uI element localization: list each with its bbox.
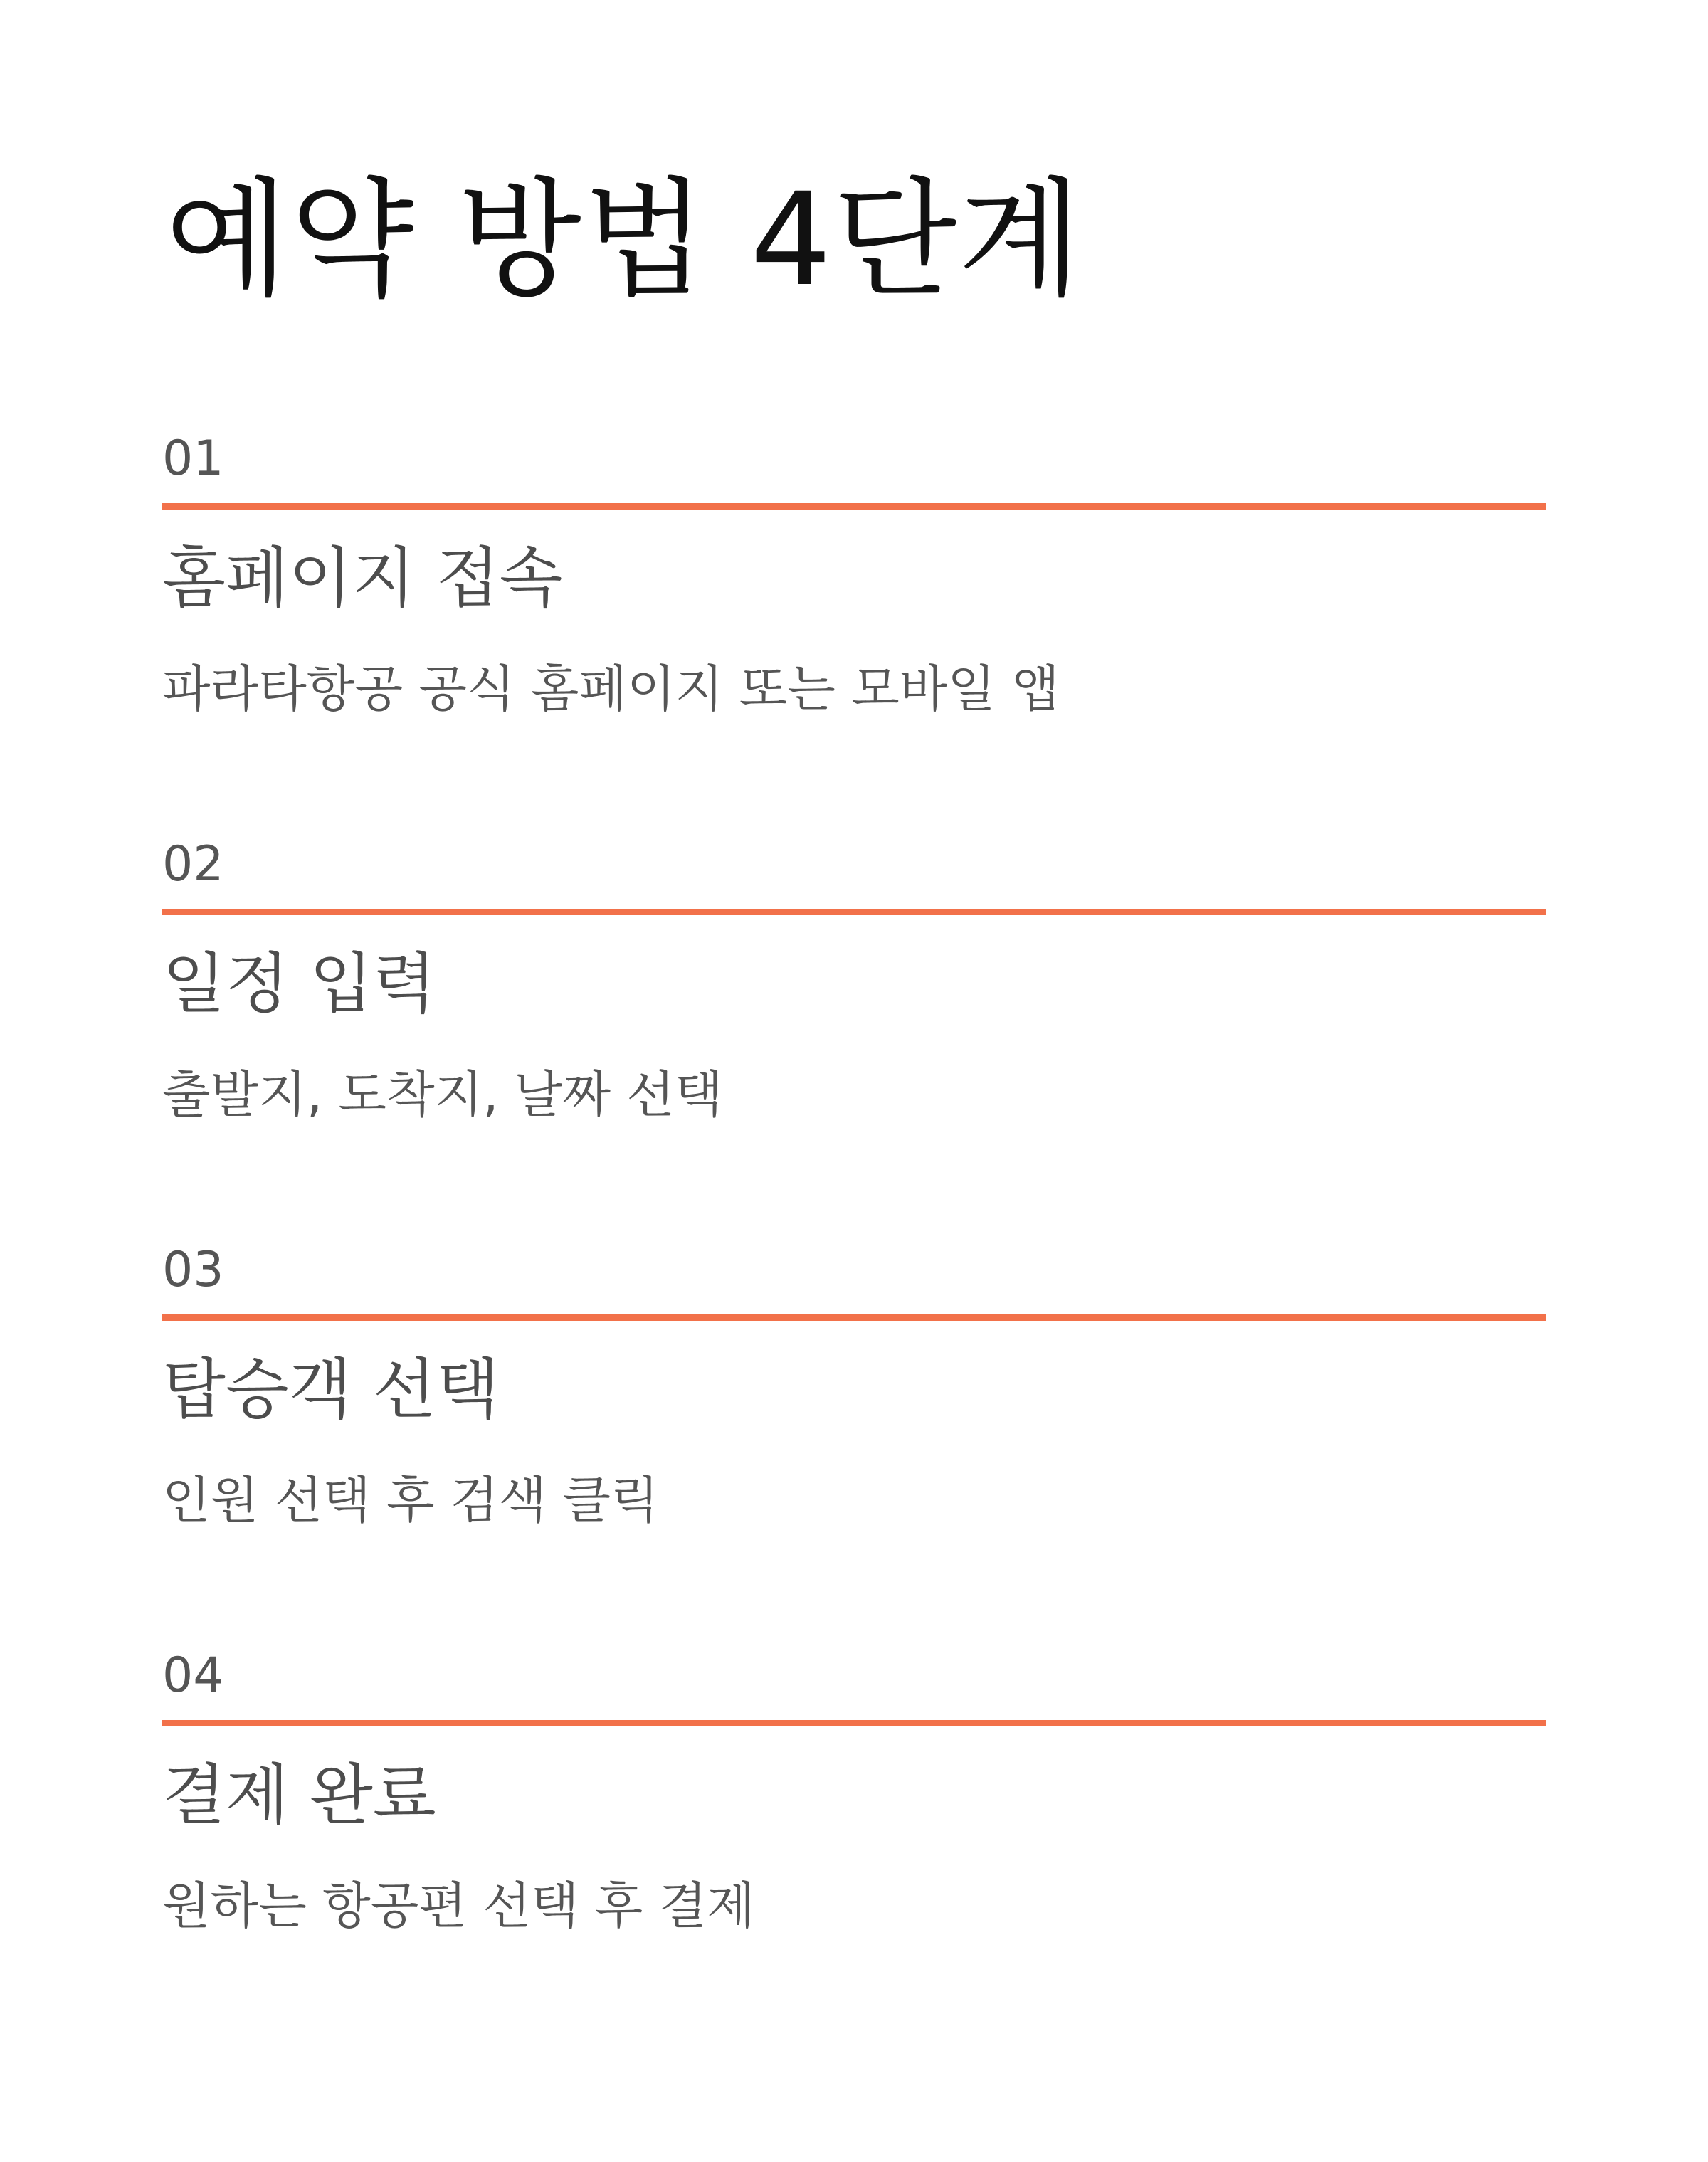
step-divider — [162, 1720, 1546, 1726]
step-description: 출발지, 도착지, 날짜 선택 — [162, 1065, 723, 1124]
step-heading: 홈페이지 접속 — [162, 540, 563, 616]
step-description: 원하는 항공편 선택 후 결제 — [162, 1877, 755, 1935]
step-heading: 일정 입력 — [162, 946, 436, 1022]
step-number: 03 — [162, 1242, 224, 1298]
step-number: 01 — [162, 431, 224, 487]
step-heading: 결제 완료 — [162, 1757, 436, 1833]
step-number: 02 — [162, 836, 224, 892]
step-heading: 탑승객 선택 — [162, 1351, 500, 1428]
step-divider — [162, 909, 1546, 915]
step-divider — [162, 503, 1546, 510]
step-description: 파라타항공 공식 홈페이지 또는 모바일 앱 — [162, 660, 1060, 718]
page-title: 예약 방법 4단계 — [165, 166, 1084, 315]
step-divider — [162, 1314, 1546, 1321]
step-description: 인원 선택 후 검색 클릭 — [162, 1471, 659, 1529]
step-number: 04 — [162, 1647, 224, 1704]
